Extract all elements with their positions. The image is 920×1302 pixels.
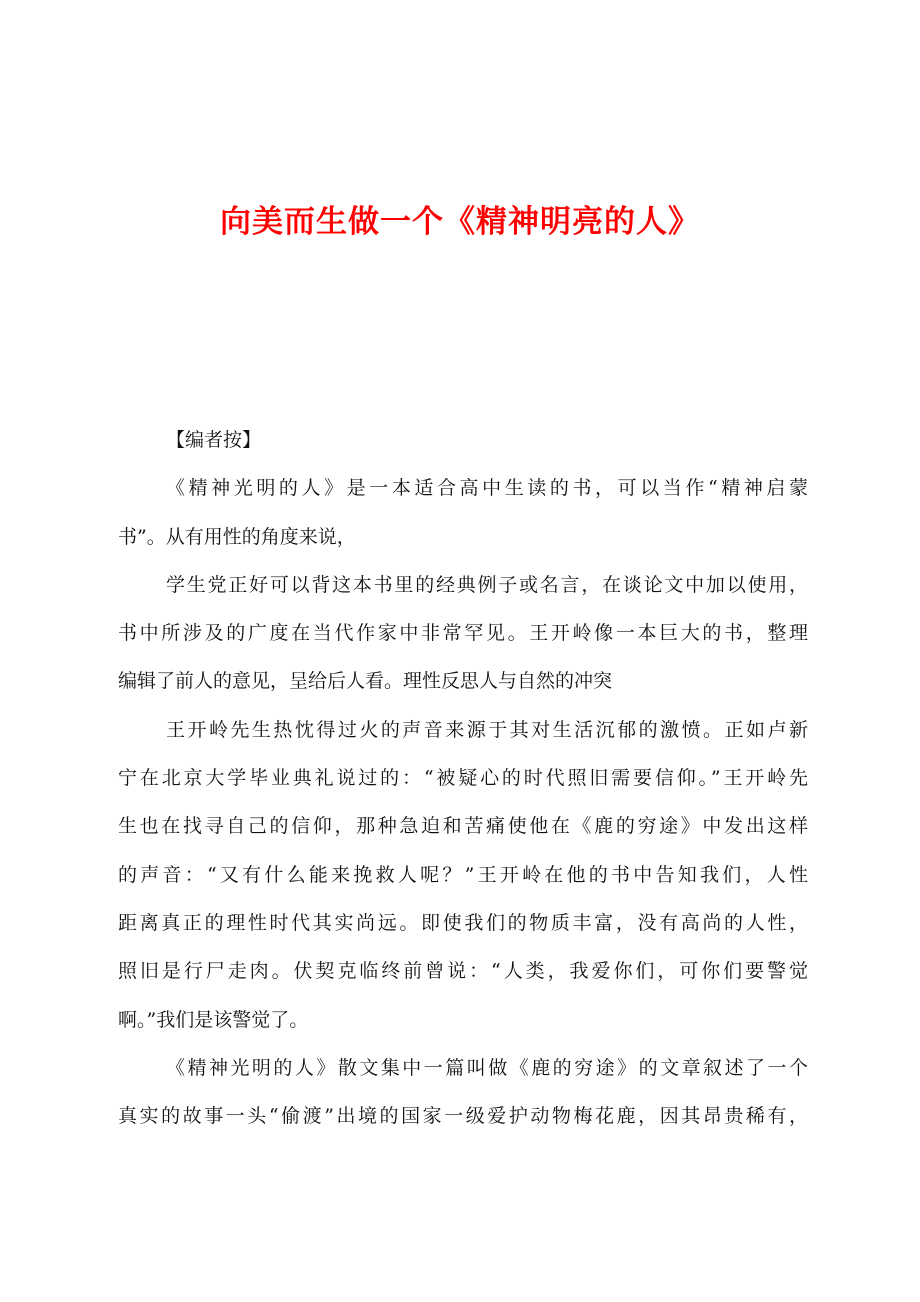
paragraph-1 — [118, 472, 808, 569]
text-line: 书中所涉及的广度在当代作家中非常罕见。王开岭像一本巨大的书，整理 — [118, 622, 808, 645]
text-line: 的声音：“又有什么能来挽救人呢？”王开岭在他的书中告知我们，人性 — [118, 863, 808, 886]
text-line: 《精神光明的人》是一本适合高中生读的书，可以当作“精神启蒙 — [166, 477, 808, 500]
paragraph-2 — [118, 569, 808, 714]
text-line: 王开岭先生热忱得过火的声音来源于其对生活沉郁的激愤。正如卢新 — [166, 718, 808, 741]
text-line: 真实的故事一头“偷渡”出境的国家一级爱护动物梅花鹿，因其昂贵稀有， — [118, 1105, 808, 1128]
text-line: 生也在找寻自己的信仰，那种急迫和苦痛使他在《鹿的穷途》中发出这样 — [118, 815, 808, 838]
editor-note: 【编者按】 — [166, 429, 262, 451]
document-title: 向美而生做一个《精神明亮的人》 — [220, 204, 700, 240]
paragraph-3 — [118, 714, 808, 1052]
text-line: 啊。”我们是该警觉了。 — [118, 1008, 309, 1031]
text-line: 宁在北京大学毕业典礼说过的：“被疑心的时代照旧需要信仰。”王开岭先 — [118, 767, 808, 790]
text-line: 照旧是行尸走肉。伏契克临终前曾说：“人类，我爱你们，可你们要警觉 — [118, 960, 808, 983]
text-line: 《精神光明的人》散文集中一篇叫做《鹿的穷途》的文章叙述了一个 — [166, 1056, 808, 1079]
text-line: 距离真正的理性时代其实尚远。即使我们的物质丰富，没有高尚的人性， — [118, 911, 808, 934]
text-line: 学生党正好可以背这本书里的经典例子或名言，在谈论文中加以使用， — [166, 573, 808, 596]
document-body — [118, 424, 808, 1148]
paragraph-4 — [118, 1052, 808, 1149]
text-line: 编辑了前人的意见，呈给后人看。理性反思人与自然的冲突 — [118, 670, 613, 693]
text-line: 书”。从有用性的角度来说， — [118, 525, 356, 548]
